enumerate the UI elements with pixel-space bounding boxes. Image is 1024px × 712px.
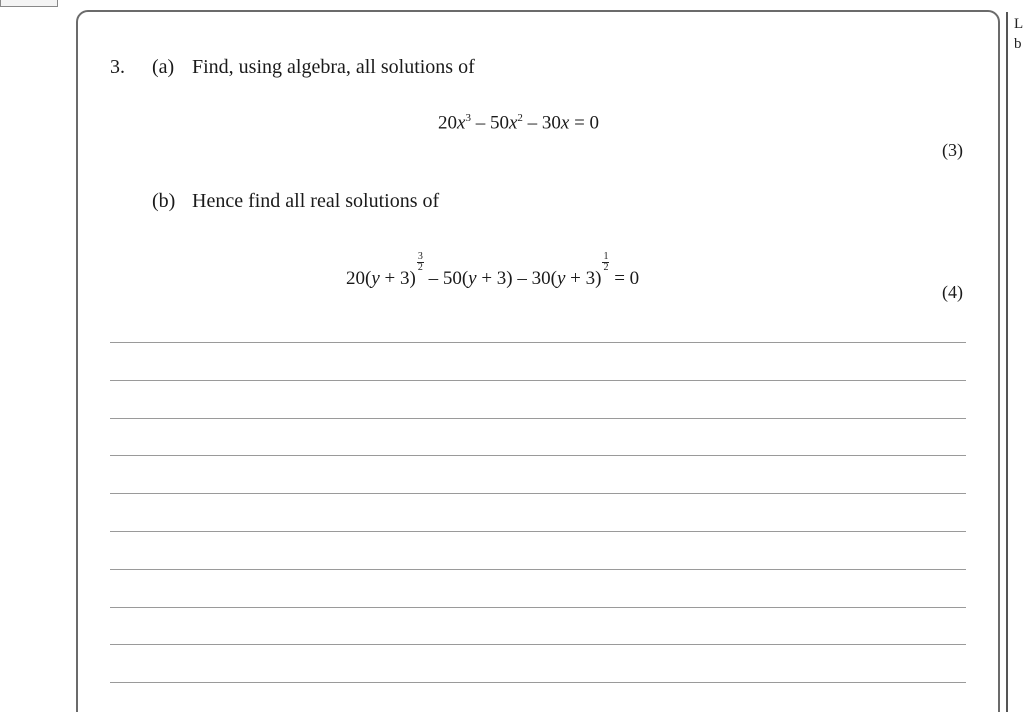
eq-b-rhs: = 0: [609, 268, 640, 289]
eq-a-var1: x: [457, 112, 466, 134]
part-a-prompt: Find, using algebra, all solutions of: [192, 56, 475, 78]
frac1-denominator: 2: [417, 262, 423, 273]
part-a-marks: (3): [942, 140, 963, 160]
eq-a-term3: – 30: [522, 112, 561, 134]
question-number: 3.: [110, 56, 125, 78]
eq-b-var3: y: [556, 268, 566, 289]
eq-a-rhs: = 0: [569, 112, 600, 134]
answer-line[interactable]: [110, 418, 966, 419]
eq-b-term1-close: + 3): [379, 268, 416, 289]
answer-line[interactable]: [110, 569, 966, 570]
frac1-numerator: 3: [417, 251, 423, 262]
part-b-marks: (4): [942, 282, 963, 302]
eq-a-var2: x: [508, 112, 518, 134]
eq-b-exponent-1-2: [602, 252, 609, 273]
part-b-prompt: Hence find all real solutions of: [192, 190, 440, 212]
part-a-label: (a): [152, 56, 175, 78]
eq-b-var2: y: [468, 268, 477, 289]
margin-text-1: L: [1014, 16, 1024, 32]
frac2-numerator: 1: [603, 251, 609, 262]
answer-line[interactable]: [110, 380, 966, 381]
eq-b-term3-close: + 3): [565, 268, 602, 289]
answer-line[interactable]: [110, 342, 966, 343]
part-b-equation: [346, 252, 639, 290]
part-a-equation: [438, 112, 599, 134]
answer-line[interactable]: [110, 531, 966, 532]
answer-line[interactable]: [110, 644, 966, 645]
eq-a-term1: 20: [438, 112, 457, 134]
eq-b-term2-close: + 3) – 30(: [476, 268, 557, 289]
part-b-label: (b): [152, 190, 176, 212]
eq-b-term2-open: – 50(: [423, 268, 469, 289]
page-tab-edge: [0, 0, 58, 7]
answer-line[interactable]: [110, 607, 966, 608]
eq-a-exp2: 2: [517, 112, 523, 124]
eq-b-var1: y: [371, 268, 380, 289]
margin-text-2: b: [1014, 36, 1022, 52]
answer-line[interactable]: [110, 682, 966, 683]
eq-a-term2: – 50: [470, 112, 509, 134]
frac2-denominator: 2: [603, 262, 609, 273]
eq-a-var3: x: [560, 112, 570, 134]
answer-line[interactable]: [110, 493, 966, 494]
eq-b-exponent-3-2: [417, 252, 424, 273]
eq-a-exp1: 3: [465, 112, 471, 124]
answer-line[interactable]: [110, 455, 966, 456]
margin-rule: [1006, 12, 1008, 712]
eq-b-term1-open: 20(: [346, 268, 372, 289]
